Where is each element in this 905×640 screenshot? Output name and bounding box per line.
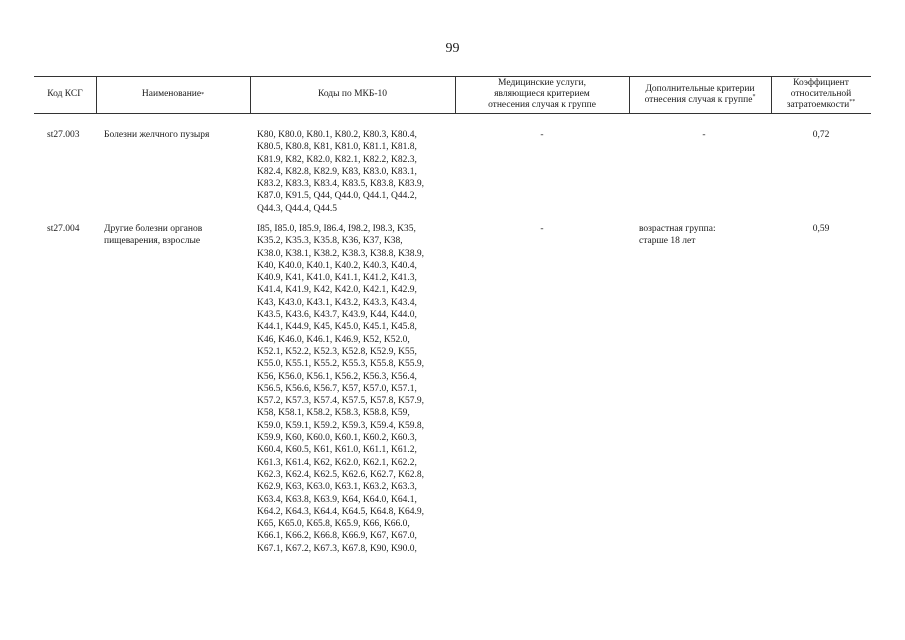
row-mkb-codes: I85, I85.0, I85.9, I86.4, I98.2, I98.3, K35, K35.2, K35.3, K35.8, K36, K37, K38, K38.0, K38.1, K38.2, K38.3, K38.8, K38.9, K40, K40.0, K40.1, K40.2, K40.3, K40.4, K40.9, K41, K41.0, K41.1, K41.2, K41.3, K41.4, K41.9, K42, K42.0, K42.1, K42.9, K43, K43.0, K43.1, K43.2, K43.3, K43.4, K43.5, K43.6, K43.7, K43.9, K44, K44.0, K44.1, K44.9, K45, K45.0, K45.1, K45.8, K46, K46.0, K46.1, K46.9, K52, K52.0, K52.1, K52.2, K52.3, K52.8, K52.9, K55, K55.0, K55.1, K55.2, K55.3, K55.8, K55.9, K56, K56.0, K56.1, K56.2, K56.3, K56.4, K56.5, K56.6, K56.7, K57, K57.0, K57.1, K57.2, K57.3, K57.4, K57.5, K57.8, K57.9, K58, K58.1, K58.2, K58.3, K58.8, K59, K59.0, K59.1, K59.2, K59.3, K59.4, K59.8, K59.9, K60, K60.0, K60.1, K60.2, K60.3, K60.4, K60.5, K61, K61.0, K61.1, K61.2, K61.3, K61.4, K62, K62.0, K62.1, K62.2, K62.3, K62.4, K62.5, K62.6, K62.7, K62.8, K62.9, K63, K63.0, K63.1, K63.2, K63.3, K63.4, K63.8, K63.9, K64, K64.0, K64.1, K64.2, K64.3, K64.4, K64.5, K64.8, K64.9, K65, K65.0, K65.8, K65.9, K66, K66.0, K66.1, K66.2, K66.8, K66.9, K67, K67.0, K67.1, K67.2, K67.3, K67.8, K90, K90.0, [257, 224, 425, 554]
header-coef-footnote-mark: ** [849, 98, 856, 105]
header-criteria-label: Дополнительные критерии отнесения случая к группе [644, 83, 755, 105]
page-number: 99 [445, 41, 460, 56]
header-criteria [629, 76, 771, 113]
row-services: - [540, 130, 544, 140]
row-code: st27.003 [47, 130, 80, 140]
row-coef: 0,59 [812, 224, 830, 234]
row-criteria: - [702, 130, 706, 140]
row-mkb-codes: K80, K80.0, K80.1, K80.2, K80.3, K80.4, K80.5, K80.8, K81, K81.0, K81.1, K81.8, K81.9, K82, K82.0, K82.1, K82.2, K82.3, K82.4, K82.8, K82.9, K83, K83.0, K83.1, K83.2, K83.3, K83.4, K83.5, K83.8, K83.9, K87.0, K91.5, Q44, Q44.0, Q44.1, Q44.2, Q44.3, Q44.4, Q44.5 [257, 130, 425, 214]
header-name: Наименование * [141, 89, 205, 99]
row-criteria: возрастная группа: старше 18 лет [639, 224, 716, 247]
header-services [455, 76, 629, 113]
header-mkb-label: Коды по МКБ-10 [317, 89, 388, 99]
header-criteria-footnote-mark: * [752, 93, 756, 100]
header-code-label: Код КСГ [47, 89, 83, 99]
row-services: - [540, 224, 544, 234]
header-services-label: Медицинские услуги, являющиеся критерием отнесения случая к группе [488, 78, 596, 110]
header-bottom-rule [34, 113, 871, 114]
row-name: Болезни желчного пузыря [104, 130, 210, 140]
row-code: st27.004 [47, 224, 80, 234]
header-coef-label: Коэффициент относительной затратоемкости [786, 78, 852, 110]
row-coef: 0,72 [812, 130, 830, 140]
header-code [34, 76, 96, 113]
header-name-label: Наименование [141, 89, 202, 99]
header-coef [771, 76, 871, 113]
row-name: Другие болезни органов пищеварения, взрослые [104, 224, 203, 247]
header-mkb [250, 76, 455, 113]
